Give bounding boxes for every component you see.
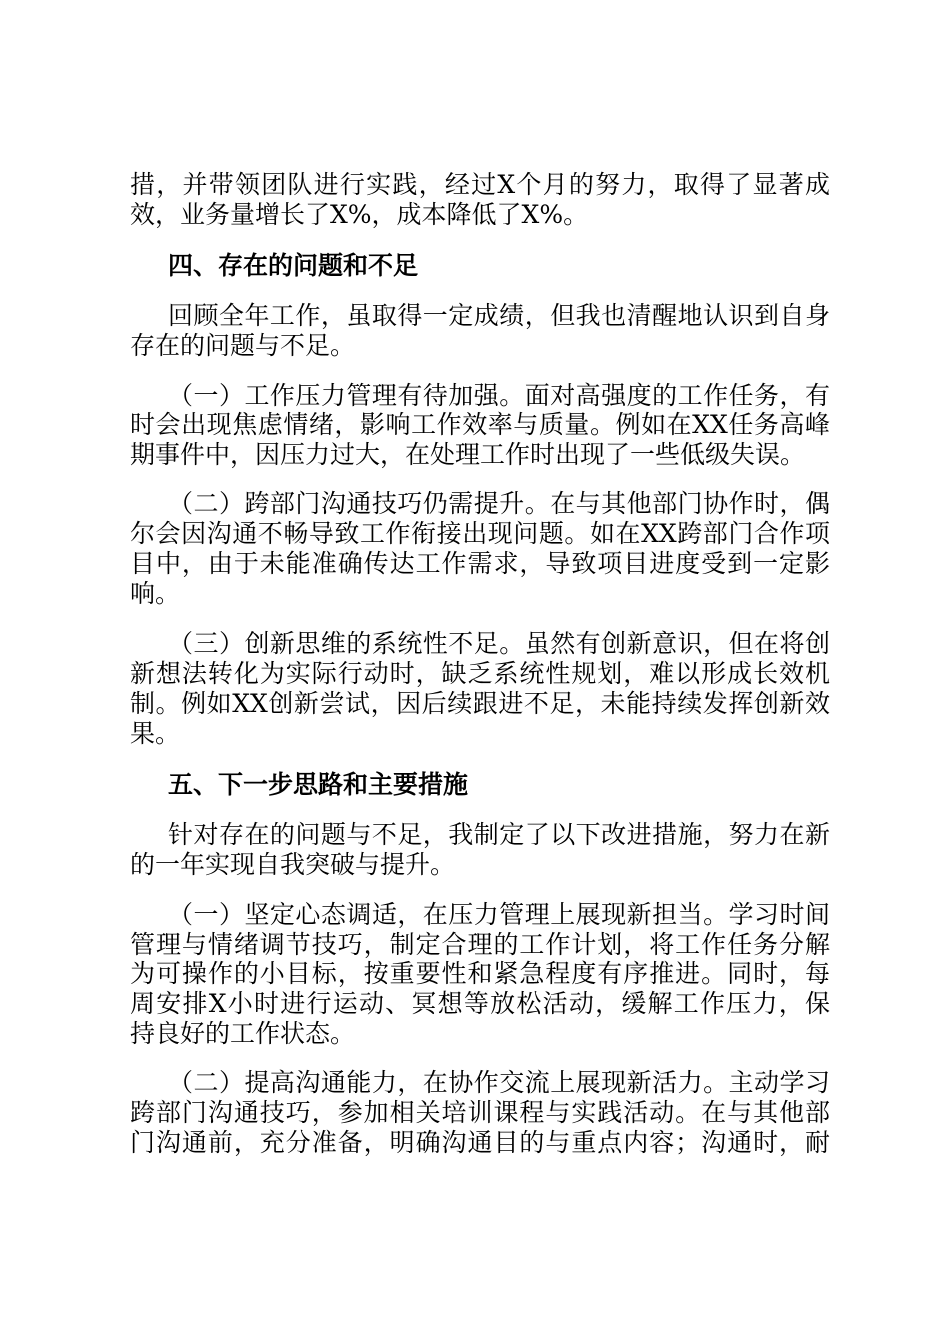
paragraph-line: 新想法转化为实际行动时，缺乏系统性规划，难以形成长效机	[130, 659, 830, 688]
paragraph-line: 的一年实现自我突破与提升。	[130, 850, 456, 879]
paragraph-line: 周安排X小时进行运动、冥想等放松活动，缓解工作压力，保	[130, 989, 830, 1018]
paragraph-line: 存在的问题与不足。	[130, 331, 356, 360]
paragraph-line: 跨部门沟通技巧，参加相关培训课程与实践活动。在与其他部	[130, 1098, 830, 1127]
paragraph-line: （三）创新思维的系统性不足。虽然有创新意识，但在将创	[168, 629, 830, 658]
paragraph-line: 尔会因沟通不畅导致工作衔接出现问题。如在XX跨部门合作项	[130, 519, 830, 548]
paragraph-line: 为可操作的小目标，按重要性和紧急程度有序推进。同时，每	[130, 959, 830, 988]
paragraph-line: 期事件中，因压力过大，在处理工作时出现了一些低级失误。	[130, 440, 806, 469]
paragraph-line: （二）跨部门沟通技巧仍需提升。在与其他部门协作时，偶	[168, 489, 830, 518]
paragraph-line: （二）提高沟通能力，在协作交流上展现新活力。主动学习	[168, 1068, 830, 1097]
paragraph-line: 门沟通前，充分准备，明确沟通目的与重点内容；沟通时，耐	[130, 1128, 830, 1157]
paragraph-line: 回顾全年工作，虽取得一定成绩，但我也清醒地认识到自身	[168, 301, 830, 330]
paragraph-line: 持良好的工作状态。	[130, 1019, 356, 1048]
paragraph-line: 果。	[130, 719, 181, 748]
paragraph-line: 效，业务量增长了X%，成本降低了X%。	[130, 200, 589, 229]
paragraph-line: 措，并带领团队进行实践，经过X个月的努力，取得了显著成	[130, 170, 830, 199]
paragraph-line: 管理与情绪调节技巧，制定合理的工作计划，将工作任务分解	[130, 930, 830, 959]
section-heading-4: 四、存在的问题和不足	[168, 251, 419, 280]
paragraph-line: 目中，由于未能准确传达工作需求，导致项目进度受到一定影	[130, 549, 830, 578]
paragraph-line: 时会出现焦虑情绪，影响工作效率与质量。例如在XX任务高峰	[130, 410, 830, 439]
paragraph-line: （一）坚定心态调适，在压力管理上展现新担当。学习时间	[168, 900, 830, 929]
paragraph-line: 响。	[130, 579, 181, 608]
section-heading-5: 五、下一步思路和主要措施	[168, 770, 469, 799]
paragraph-line: 制。例如XX创新尝试，因后续跟进不足，未能持续发挥创新效	[130, 689, 830, 718]
paragraph-line: （一）工作压力管理有待加强。面对高强度的工作任务，有	[168, 381, 830, 410]
paragraph-line: 针对存在的问题与不足，我制定了以下改进措施，努力在新	[168, 820, 830, 849]
